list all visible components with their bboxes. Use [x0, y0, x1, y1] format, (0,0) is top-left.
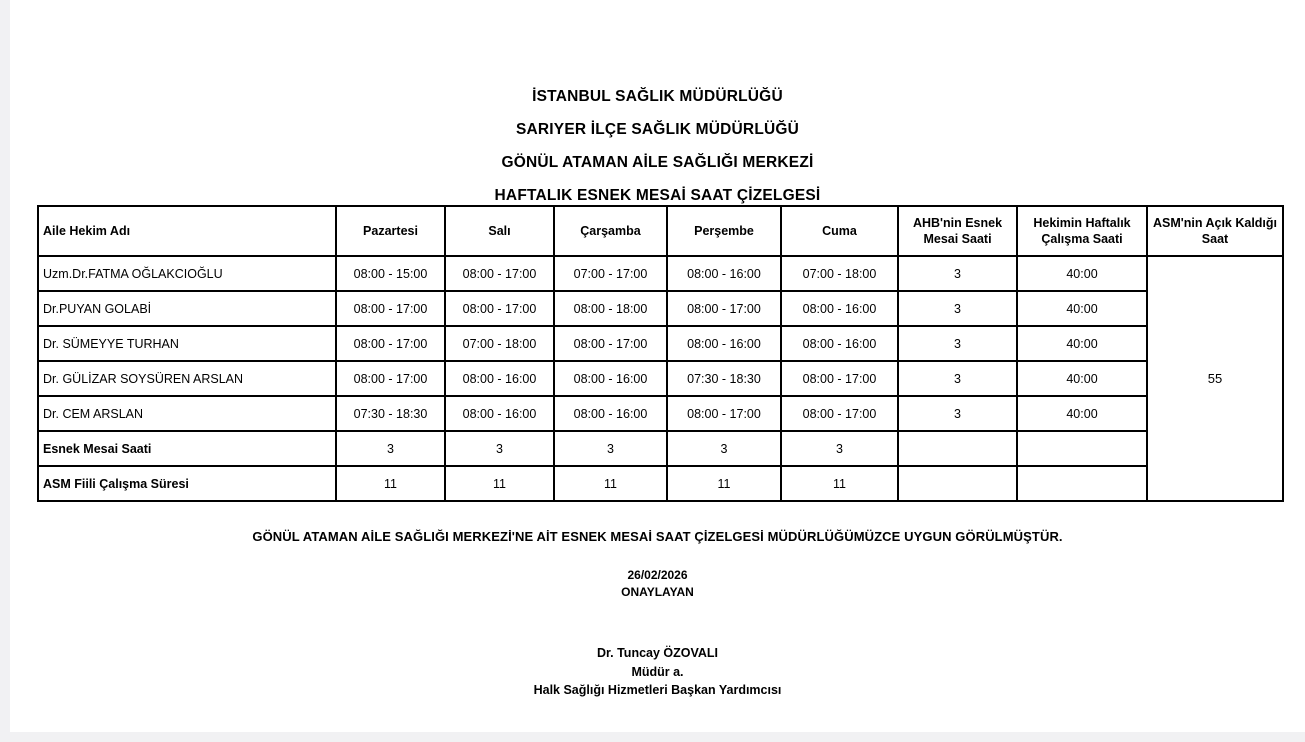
approval-statement: GÖNÜL ATAMAN AİLE SAĞLIĞI MERKEZİ'NE AİT ESNEK MESAİ SAAT ÇİZELGESİ MÜDÜRLÜĞÜMÜZCE UYGUN GÖRÜLMÜŞTÜR. — [252, 529, 1063, 544]
summary-value-cell: 11 — [667, 466, 781, 501]
signer-role: Müdür a. — [631, 664, 684, 679]
summary-label-cell: ASM Fiili Çalışma Süresi — [38, 466, 336, 501]
header-wednesday: Çarşamba — [554, 206, 667, 256]
time-cell: 08:00 - 17:00 — [667, 396, 781, 431]
summary-value-cell: 3 — [781, 431, 898, 466]
summary-flex-cell — [898, 466, 1017, 501]
title-line-4: HAFTALIK ESNEK MESAİ SAAT ÇİZELGESİ — [494, 187, 821, 204]
summary-value-cell: 11 — [781, 466, 898, 501]
time-cell: 08:00 - 17:00 — [781, 361, 898, 396]
summary-value-cell: 3 — [445, 431, 554, 466]
doctor-row — [38, 396, 1283, 431]
flex-hours-cell: 3 — [898, 396, 1017, 431]
weekly-hours-cell: 40:00 — [1017, 291, 1147, 326]
summary-row-flex-hours — [38, 431, 1283, 466]
title-line-3: GÖNÜL ATAMAN AİLE SAĞLIĞI MERKEZİ — [501, 154, 814, 171]
time-cell: 08:00 - 16:00 — [781, 326, 898, 361]
header-monday: Pazartesi — [336, 206, 445, 256]
document-header — [10, 80, 1305, 212]
summary-value-cell: 11 — [554, 466, 667, 501]
summary-row-actual-hours — [38, 466, 1283, 501]
signature-block — [10, 644, 1305, 700]
weekly-hours-cell: 40:00 — [1017, 361, 1147, 396]
time-cell: 08:00 - 17:00 — [336, 326, 445, 361]
summary-value-cell: 11 — [336, 466, 445, 501]
approver-label: ONAYLAYAN — [621, 585, 694, 599]
time-cell: 08:00 - 17:00 — [445, 291, 554, 326]
doctor-row — [38, 326, 1283, 361]
title-line-2: SARIYER İLÇE SAĞLIK MÜDÜRLÜĞÜ — [515, 121, 800, 138]
flex-hours-cell: 3 — [898, 256, 1017, 291]
header-friday: Cuma — [781, 206, 898, 256]
time-cell: 08:00 - 17:00 — [445, 256, 554, 291]
flex-hours-cell: 3 — [898, 326, 1017, 361]
summary-value-cell: 3 — [667, 431, 781, 466]
weekly-hours-cell: 40:00 — [1017, 396, 1147, 431]
summary-value-cell: 11 — [445, 466, 554, 501]
summary-flex-cell — [898, 431, 1017, 466]
time-cell: 07:30 - 18:30 — [667, 361, 781, 396]
document-page — [10, 0, 1305, 732]
time-cell: 07:00 - 18:00 — [781, 256, 898, 291]
summary-label-cell: Esnek Mesai Saati — [38, 431, 336, 466]
time-cell: 08:00 - 17:00 — [667, 291, 781, 326]
open-hours-cell: 55 — [1147, 256, 1283, 501]
time-cell: 08:00 - 18:00 — [554, 291, 667, 326]
schedule-table — [37, 205, 1284, 502]
time-cell: 08:00 - 15:00 — [336, 256, 445, 291]
doctor-name-cell: Dr. CEM ARSLAN — [38, 396, 336, 431]
weekly-hours-cell: 40:00 — [1017, 256, 1147, 291]
doctor-name-cell: Dr.PUYAN GOLABİ — [38, 291, 336, 326]
time-cell: 08:00 - 16:00 — [445, 396, 554, 431]
summary-value-cell: 3 — [336, 431, 445, 466]
time-cell: 07:00 - 18:00 — [445, 326, 554, 361]
time-cell: 08:00 - 16:00 — [667, 256, 781, 291]
summary-weekly-cell — [1017, 431, 1147, 466]
time-cell: 08:00 - 16:00 — [781, 291, 898, 326]
time-cell: 08:00 - 17:00 — [336, 291, 445, 326]
header-tuesday: Salı — [445, 206, 554, 256]
flex-hours-cell: 3 — [898, 291, 1017, 326]
flex-hours-cell: 3 — [898, 361, 1017, 396]
doctor-name-cell: Uzm.Dr.FATMA OĞLAKCIOĞLU — [38, 256, 336, 291]
time-cell: 07:30 - 18:30 — [336, 396, 445, 431]
summary-weekly-cell — [1017, 466, 1147, 501]
header-thursday: Perşembe — [667, 206, 781, 256]
signer-name: Dr. Tuncay ÖZOVALI — [596, 646, 719, 660]
table-header-row — [38, 206, 1283, 256]
header-weekly-hours: Hekimin Haftalık Çalışma Saati — [1017, 206, 1147, 256]
header-flex-hours: AHB'nin Esnek Mesai Saati — [898, 206, 1017, 256]
time-cell: 08:00 - 17:00 — [554, 326, 667, 361]
header-doctor-name: Aile Hekim Adı — [38, 206, 336, 256]
time-cell: 08:00 - 16:00 — [445, 361, 554, 396]
doctor-name-cell: Dr. GÜLİZAR SOYSÜREN ARSLAN — [38, 361, 336, 396]
time-cell: 08:00 - 16:00 — [554, 361, 667, 396]
header-open-hours: ASM'nin Açık Kaldığı Saat — [1147, 206, 1283, 256]
approval-date-block — [10, 567, 1305, 601]
time-cell: 07:00 - 17:00 — [554, 256, 667, 291]
time-cell: 08:00 - 16:00 — [554, 396, 667, 431]
signer-department: Halk Sağlığı Hizmetleri Başkan Yardımcısı — [533, 683, 782, 697]
time-cell: 08:00 - 17:00 — [781, 396, 898, 431]
time-cell: 08:00 - 17:00 — [336, 361, 445, 396]
doctor-row — [38, 256, 1283, 291]
title-line-1: İSTANBUL SAĞLIK MÜDÜRLÜĞÜ — [532, 88, 783, 105]
time-cell: 08:00 - 16:00 — [667, 326, 781, 361]
doctor-name-cell: Dr. SÜMEYYE TURHAN — [38, 326, 336, 361]
doctor-row — [38, 361, 1283, 396]
doctor-row — [38, 291, 1283, 326]
approval-date: 26/02/2026 — [627, 568, 688, 582]
summary-value-cell: 3 — [554, 431, 667, 466]
weekly-hours-cell: 40:00 — [1017, 326, 1147, 361]
